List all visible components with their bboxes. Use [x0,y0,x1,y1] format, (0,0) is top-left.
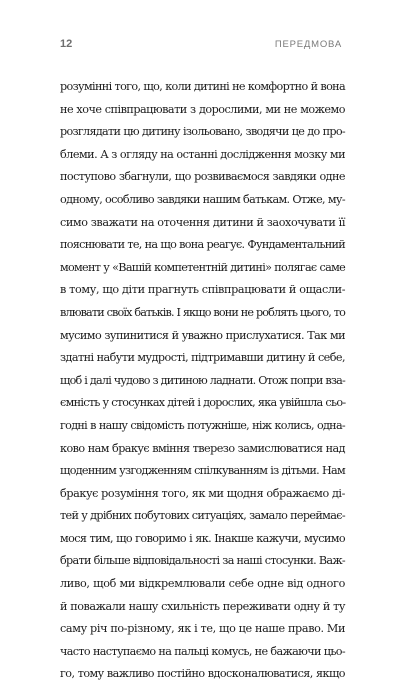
body-text [60,76,345,686]
text-line: бракує розуміння того, як ми щодня ображаємо ді- [60,486,345,500]
text-line: брати більше відповідальності за наші стосунки. Важ- [60,554,345,568]
text-line: ємність у стосунках дітей і дорослих, яка увійшла сьо- [60,396,346,410]
text-line: годні в нашу свідомість потужніше, ніж колись, одна- [60,418,345,432]
text-line: ково нам бракує вміння тверезо замислюватися над [60,441,345,455]
text-line: щоб і далі чудово з дитиною ладнати. Отож попри вза- [60,373,345,387]
text-line: розумінні того, що, коли дитині не комфортно й вона [60,80,345,93]
text-line: не хоче співпрацювати з дорослими, ми не можемо [60,102,345,116]
text-line: тей у дрібних побутових ситуаціях, замало переймає- [60,509,345,523]
text-line: симо зважати на оточення дитини й заохочувати її [60,215,345,229]
running-head: ПЕРЕДМОВА [274,39,342,50]
text-line: мося тим, що говоримо і як. Інакше кажучи, мусимо [60,531,345,545]
page-header [60,38,342,54]
text-line: момент у «Вашій компетентній дитині» полягає саме [60,260,345,274]
text-line: пояснювати те, на що вона реагує. Фундаментальний [60,238,345,252]
page-number: 12 [60,38,73,50]
text-line: в тому, що діти прагнуть співпрацювати й ощасли- [60,283,346,297]
text-line: го, тому важливо постійно вдосконалюватися, якщо [60,667,345,681]
text-line: саму річ по-різному, як і те, що це наше право. Ми [60,622,346,636]
text-line: розглядати цю дитину ізольовано, зводячи це до про- [60,125,345,139]
text-line: блеми. А з огляду на останні дослідження мозку ми [60,147,346,161]
text-line: поступово збагнули, що розвиваємося завдяки одне [60,170,345,184]
text-line: щоденним узгодженням спілкуванням із дітьми. Нам [60,464,345,478]
text-line: влювати своїх батьків. І якщо вони не роблять цього, то [60,305,345,319]
text-line: ливо, щоб ми відкремлювали себе одне від одного [60,577,345,591]
text-line: й поважали нашу схильність переживати одну й ту [60,599,345,613]
text-line: здатні набути мудрості, підтримавши дитину й себе, [60,351,346,365]
text-line: мусимо зупинитися й уважно прислухатися. Так ми [60,328,345,342]
text-line: часто наступаємо на пальці комусь, не бажаючи цьо- [60,644,345,658]
text-line: одному, особливо завдяки нашим батькам. Отже, му- [60,192,345,206]
